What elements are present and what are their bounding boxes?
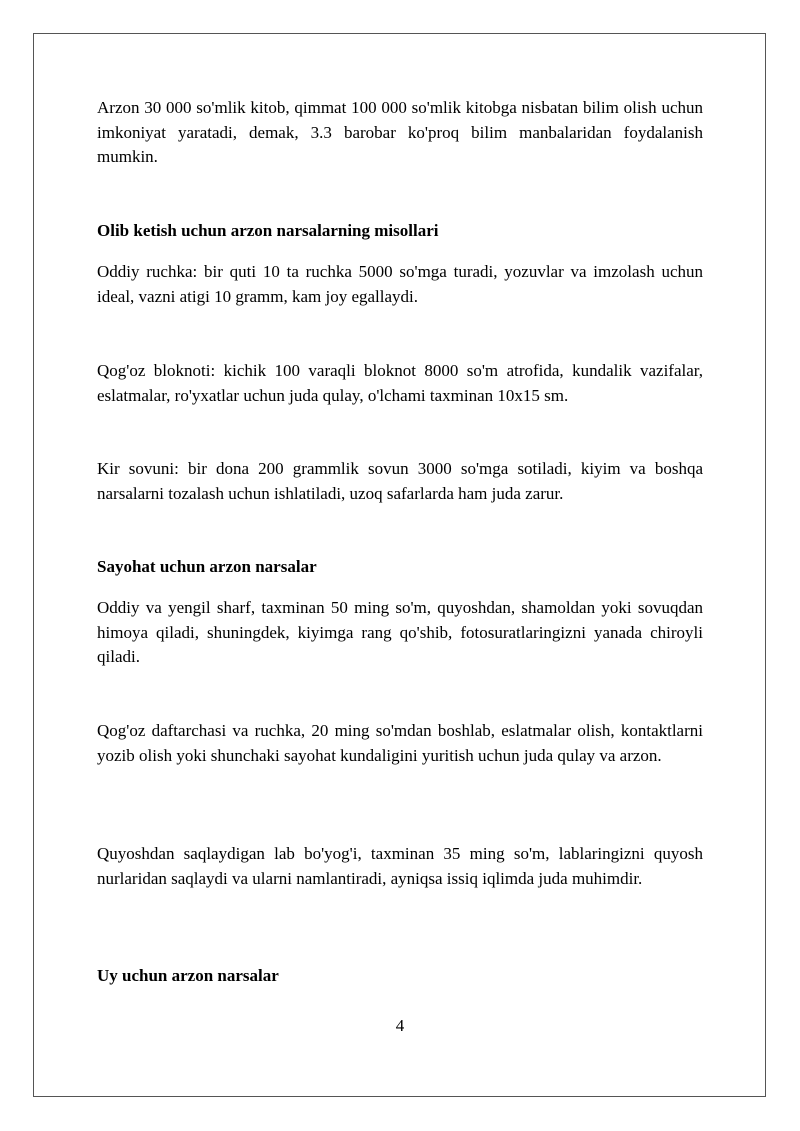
heading-portable-items: Olib ketish uchun arzon narsalarning misollari (97, 221, 439, 240)
paragraph-book-value: Arzon 30 000 so'mlik kitob, qimmat 100 000 so'mlik kitobga nisbatan bilim olish uchun imkoniyat yaratadi, demak, 3.3 barobar ko'proq bilim manbalaridan foydalanish mumkin. (97, 98, 703, 166)
paragraph-pen: Oddiy ruchka: bir quti 10 ta ruchka 5000 so'mga turadi, yozuvlar va imzolash uchun ideal, vazni atigi 10 gramm, kam joy egallaydi. (97, 262, 703, 306)
paragraph-soap: Kir sovuni: bir dona 200 grammlik sovun 3000 so'mga sotiladi, kiyim va boshqa narsalarni tozalash uchun ishlatiladi, uzoq safarlarda ham juda zarur. (97, 459, 703, 503)
paragraph-notepad: Qog'oz bloknoti: kichik 100 varaqli bloknot 8000 so'm atrofida, kundalik vazifalar, eslatmalar, ro'yxatlar uchun juda qulay, o'lchami taxminan 10x15 sm. (97, 361, 703, 405)
heading-home-items: Uy uchun arzon narsalar (97, 966, 279, 985)
paragraph-lip-balm: Quyoshdan saqlaydigan lab bo'yog'i, taxminan 35 ming so'm, lablaringizni quyosh nurlaridan saqlaydi va ularni namlantiradi, ayniqsa issiq iqlimda juda muhimdir. (97, 844, 703, 888)
page-number: 4 (395, 1016, 405, 1035)
heading-travel-items: Sayohat uchun arzon narsalar (97, 557, 317, 576)
paragraph-scarf: Oddiy va yengil sharf, taxminan 50 ming so'm, quyoshdan, shamoldan yoki sovuqdan himoya qiladi, shuningdek, kiyimga rang qo'shib, fotosuratlaringizni yanada chiroyli qiladi. (97, 598, 703, 666)
paragraph-notebook-pen: Qog'oz daftarchasi va ruchka, 20 ming so'mdan boshlab, eslatmalar olish, kontaktlarni yozib olish yoki shunchaki sayohat kundaligini yuritish uchun juda qulay va arzon. (97, 721, 703, 765)
